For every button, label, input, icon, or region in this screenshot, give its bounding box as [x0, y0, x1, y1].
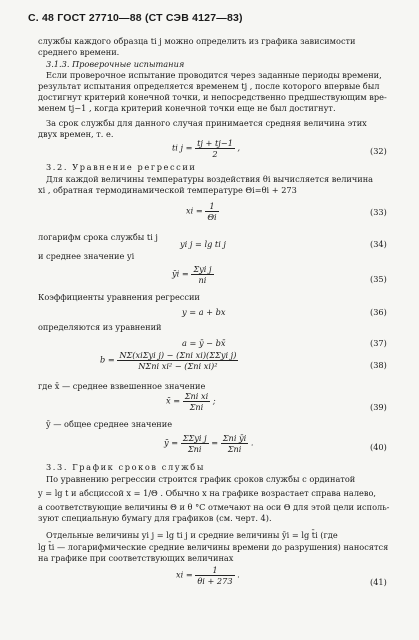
formula-38: b = NΣ(xiΣyi j) − (Σni xi)(ΣΣyi j) NΣni xi² − (Σni xi)²	[100, 350, 237, 371]
formula-39: x̄ = Σni xi Σni ;	[166, 391, 216, 412]
paragraph-line: двух времен, т. е.	[38, 129, 114, 139]
page-header: С. 48 ГОСТ 27710—88 (СТ СЭВ 4127—83)	[28, 12, 243, 24]
paragraph-line: ȳ — общее среднее значение	[46, 419, 173, 429]
formula-35: ȳi = Σyi j ni	[172, 264, 212, 285]
formula-37: a = ȳ − bx̄	[182, 338, 226, 348]
paragraph-line: результат испытания определяется временем tj , после которого впервые был	[38, 81, 380, 91]
paragraph-line: где x̄ — среднее взвешенное значение	[38, 381, 206, 391]
paragraph-line: достигнут критерий конечной точки, и непосредственно предшествующим вре-	[38, 92, 387, 102]
paragraph-line: службы каждого образца ti j можно определить из графика зависимости	[38, 36, 356, 46]
paragraph-line: Если проверочное испытание проводится через заданные периоды времени,	[46, 70, 382, 80]
paragraph-line: Коэффициенты уравнения регрессии	[38, 292, 200, 302]
formula-32: ti j = $\frac{tj + tj-1}{2}$ ,	[172, 138, 241, 159]
paragraph-line: lg t̄i — логарифмические средние величины времени до разрушения) наносятся	[38, 542, 389, 552]
section-heading-3-2: 3.2. Уравнение регрессии	[46, 162, 197, 172]
paragraph-line: По уравнению регрессии строится график сроков службы с ординатой	[46, 474, 356, 484]
paragraph-line: и среднее значение yi	[38, 251, 135, 261]
equation-number: (33)	[370, 207, 387, 217]
paragraph-line: на графике при соответствующих величинах	[38, 553, 234, 563]
paragraph-line: зуют специальную бумагу для графиков (см. черт. 4).	[38, 513, 272, 523]
paragraph-line: y = lg t и абсциссой x = 1/Θ . Обычно x на графике возрастает справа налево,	[38, 488, 377, 498]
equation-number: (40)	[370, 442, 387, 452]
paragraph-line: Для каждой величины температуры воздействия θi вычисляется величина	[46, 174, 374, 184]
paragraph-line: логарифм срока службы ti j	[38, 232, 158, 242]
paragraph-line: среднего времени.	[38, 47, 120, 57]
paragraph-line: определяются из уравнений	[38, 322, 162, 332]
section-heading-3-3: 3.3. График сроков службы	[46, 462, 205, 472]
formula-36: y = a + bx	[182, 307, 226, 317]
formula-40: ȳ = ΣΣyi j Σni = Σni ȳi Σni .	[164, 433, 254, 454]
formula-33: xi = $\frac{1}{\Theta i}$	[186, 201, 217, 222]
equation-number: (38)	[370, 360, 387, 370]
paragraph-line: менем tj−1 , когда критерий конечной точки еще не был достигнут.	[38, 103, 336, 113]
paragraph-line: За срок службы для данного случая принимается средняя величина этих	[46, 118, 367, 128]
equation-number: (41)	[370, 577, 387, 587]
paragraph-line: xi , обратная термодинамической температуре Θi=θi + 273	[38, 185, 297, 195]
equation-number: (36)	[370, 307, 387, 317]
section-heading-3-1-3: 3.1.3. Проверочные испытания	[46, 59, 185, 69]
equation-number: (34)	[370, 239, 387, 249]
formula-41: xi = $\frac{1}{\theta i + 273}$ .	[176, 565, 240, 586]
formula-34: yi j = lg ti j	[180, 239, 226, 249]
paragraph-line: а соответствующие величины Θ и θ °С отмечают на оси Θ для этой цели исполь-	[38, 502, 390, 512]
equation-number: (35)	[370, 274, 387, 284]
equation-number: (32)	[370, 146, 387, 156]
equation-number: (39)	[370, 402, 387, 412]
equation-number: (37)	[370, 338, 387, 348]
paragraph-line: Отдельные величины yi j = lg ti j и средние величины ȳi = lg t̄i (где	[46, 530, 338, 540]
